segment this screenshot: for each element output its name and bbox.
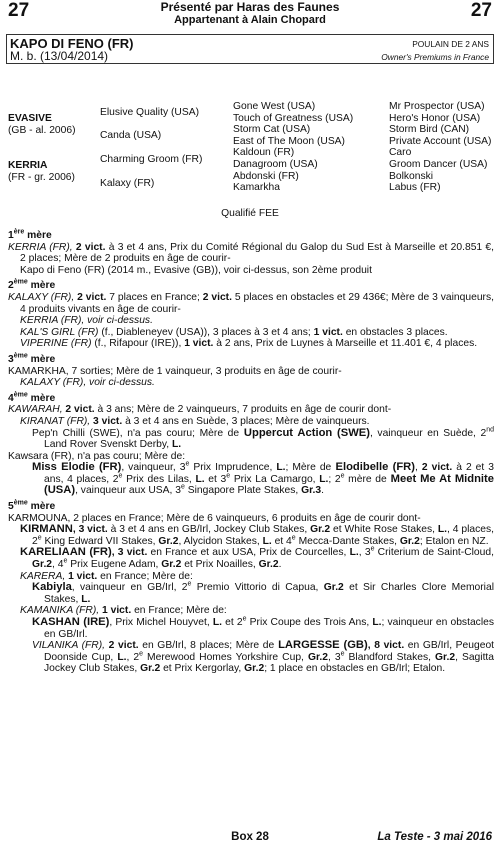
pedigree-sire bbox=[8, 113, 76, 136]
ped-gen2-2: Charming Groom (FR) bbox=[100, 154, 203, 165]
section-title-3: 3ème mère bbox=[8, 352, 56, 365]
m5-line-5: Kabiyla, vainqueur en GB/Irl, 2e Premio Vittorio di Capua, Gr.2 et Sir Charles Clore Memorial Stakes, L. bbox=[32, 580, 494, 605]
produce-record bbox=[8, 226, 494, 675]
section-title-5: 5ème mère bbox=[8, 499, 56, 513]
ped-gen4-4: Caro bbox=[389, 147, 412, 159]
ped-gen3-4: Kaldoun (FR) bbox=[233, 147, 295, 159]
horse-name: KAPO DI FENO (FR) bbox=[10, 36, 134, 51]
ped-gen3-7: Kamarkha bbox=[233, 182, 280, 194]
m1-line-2: Kapo di Feno (FR) (2014 m., Evasive (GB)), voir ci-dessus, son 2ème produit bbox=[20, 264, 372, 276]
m3-line-2: KALAXY (FR), voir ci-dessus. bbox=[20, 377, 155, 389]
owner-premium: Owner's Premiums in France bbox=[381, 52, 489, 62]
ped-gen4-3: Private Account (USA) bbox=[389, 135, 492, 147]
ped-gen3-6: Abdonski (FR) bbox=[233, 170, 299, 182]
owner: Appartenant à Alain Chopard bbox=[174, 14, 326, 26]
box-number: Box 28 bbox=[231, 831, 269, 843]
sire-name: EVASIVE bbox=[8, 113, 52, 124]
section-title-1: 1ère mère bbox=[8, 228, 52, 241]
m2-line-2: KERRIA (FR), voir ci-dessus. bbox=[20, 315, 153, 327]
dam-name: KERRIA bbox=[8, 160, 48, 171]
m5-line-6: KAMANIKA (FR), 1 vict. en France; Mère de: bbox=[20, 605, 227, 617]
sire-info: (GB - al. 2006) bbox=[8, 124, 76, 136]
m5-line-1: KARMOUNA, 2 places en France; Mère de 6 vainqueurs, 6 produits en âge de courir dont- bbox=[8, 512, 421, 524]
m4-line-4: Kawsara (FR), n'a pas couru; Mère de: bbox=[8, 450, 186, 462]
pedigree-dam bbox=[8, 160, 75, 183]
m5-line-7: KASHAN (IRE), Prix Michel Houyvet, L. et 2e Prix Coupe des Trois Ans, L.; vainqueur en obstacles en GB/Irl. bbox=[32, 615, 494, 640]
ped-gen3-0: Gone West (USA) bbox=[233, 101, 316, 112]
horse-details: M. b. (13/04/2014) bbox=[10, 49, 109, 63]
ped-gen4 bbox=[389, 101, 491, 194]
m1-line-1: KERRIA (FR), 2 vict. à 3 et 4 ans, Prix du Comité Régional du Galop du Sud Est à Marseille et 20.851 €, 2 places; Mère de 2 produits en âge de courir- bbox=[8, 241, 494, 265]
ped-gen3 bbox=[233, 101, 353, 194]
horse-category: POULAIN DE 2 ANS bbox=[412, 39, 489, 49]
ped-gen4-2: Storm Bird (CAN) bbox=[389, 124, 470, 136]
lot-number-left: 27 bbox=[8, 0, 30, 21]
qualification: Qualifié FEE bbox=[221, 208, 279, 219]
ped-gen4-5: Groom Dancer (USA) bbox=[389, 158, 488, 170]
m2-line-1: KALAXY (FR), 2 vict. 7 places en France; 2 vict. 5 places en obstacles et 29 436€; Mère de 3 vainqueurs, 4 produits vivants en âge de courir- bbox=[8, 291, 494, 315]
ped-gen3-5: Danagroom (USA) bbox=[233, 158, 318, 170]
m2-line-4: VIPERINE (FR) (f., Rifapour (IRE)), 1 vict. à 2 ans, Prix de Luynes à Marseille et 11.401 €, 4 places. bbox=[20, 338, 478, 350]
m3-line-1: KAMARKHA, 7 sorties; Mère de 1 vainqueur, 3 produits en âge de courir- bbox=[8, 365, 342, 377]
m4-line-2: KIRANAT (FR), 3 vict. à 3 et 4 ans en Suède, 3 places; Mère de vainqueurs. bbox=[20, 415, 370, 427]
ped-gen4-7: Labus (FR) bbox=[389, 182, 441, 194]
horse-name-box bbox=[6, 34, 494, 64]
m5-line-3: KARELIAAN (FR), 3 vict. en France et aux USA, Prix de Courcelles, L., 3e Criterium de Saint-Cloud, Gr.2, 4e Prix Eugene Adam, Gr.2 et Prix Noailles, Gr.2. bbox=[20, 546, 494, 571]
ped-gen2-1: Canda (USA) bbox=[100, 130, 162, 141]
section-title-2: 2ème mère bbox=[8, 278, 56, 292]
m4-line-5: Miss Elodie (FR), vainqueur, 3e Prix Imprudence, L.; Mère de Elodibelle (FR), 2 vict. à 2 et 3 ans, 4 places, 2e Prix des Lilas, L. et 3e Prix La Camargo, L.; 2e mère de Meet Me At Midnite (USA), vainqueur aux USA, 3e Singapore Plate Stakes, Gr.3. bbox=[32, 460, 495, 497]
m4-line-1: KAWARAH, 2 vict. à 3 ans; Mère de 2 vainqueurs, 7 produits en âge de courir dont- bbox=[8, 404, 392, 416]
sale-date: La Teste - 3 mai 2016 bbox=[377, 831, 492, 843]
ped-gen3-2: Storm Cat (USA) bbox=[233, 124, 311, 136]
lot-number-right: 27 bbox=[470, 0, 492, 21]
m2-line-3: KAL'S GIRL (FR) (f., Diableneyev (USA)), 3 places à 3 et 4 ans; 1 vict. en obstacles 3 places. bbox=[20, 326, 448, 338]
m4-line-3: Pep'n Chilli (SWE), n'a pas couru; Mère de Uppercut Action (SWE), vainqueur en Suède, 2nd Land Rover Svenskt Derby, L. bbox=[32, 426, 495, 451]
m5-line-2: KIRMANN, 3 vict. à 3 et 4 ans en GB/Irl, Jockey Club Stakes, Gr.2 et White Rose Stakes, L., 4 places, 2e King Edward VII Stakes, Gr.2, Alycidon Stakes, L. et 4e Mecca-Dante Stakes, Gr.2; Etalon en NZ. bbox=[20, 523, 494, 547]
ped-gen4-0: Mr Prospector (USA) bbox=[389, 101, 485, 112]
dam-info: (FR - gr. 2006) bbox=[8, 171, 75, 183]
ped-gen2-3: Kalaxy (FR) bbox=[100, 178, 155, 189]
ped-gen2-0: Elusive Quality (USA) bbox=[100, 107, 199, 118]
m5-line-4: KARERA, 1 vict. en France; Mère de: bbox=[20, 570, 193, 582]
ped-gen4-1: Hero's Honor (USA) bbox=[389, 112, 481, 124]
ped-gen4-6: Bolkonski bbox=[389, 170, 434, 182]
section-title-4: 4ème mère bbox=[8, 391, 56, 404]
ped-gen3-3: East of The Moon (USA) bbox=[233, 135, 345, 147]
presenter: Présenté par Haras des Faunes bbox=[160, 0, 340, 14]
ped-gen3-1: Touch of Greatness (USA) bbox=[233, 112, 354, 124]
m5-line-8: VILANIKA (FR), 2 vict. en GB/Irl, 8 places; Mère de LARGESSE (GB), 8 vict. en GB/Irl, Peugeot Doonside Cup, L., 2e Merewood Homes Yorkshire Cup, Gr.2, 3e Blandford Stakes, Gr.2, Sagitta Jockey Club Stakes, Gr.2 et Prix Kergorlay, Gr.2; 1 place en obstacles en GB/Irl; Etalon. bbox=[32, 639, 495, 675]
